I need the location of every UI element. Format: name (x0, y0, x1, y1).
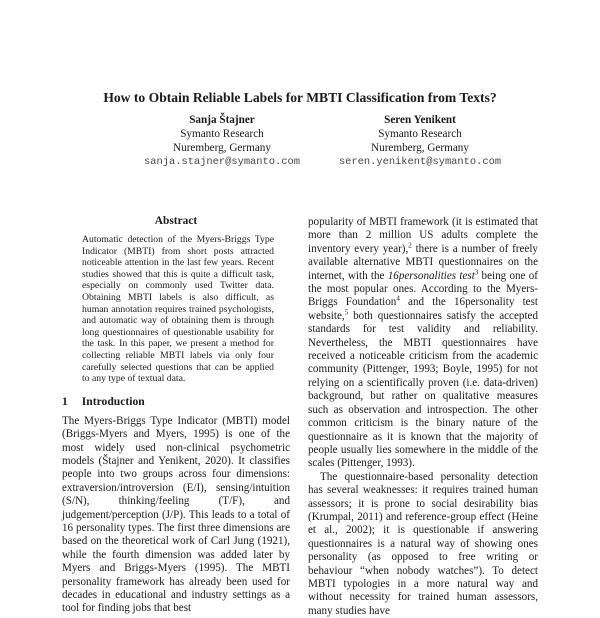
body-paragraph-2: The questionnaire-based personality detection has several weaknesses: it requires trained human assessors; it is prone to social desirability bias (Krumpal, 2011) and reference-group effect (Heine et al., 2002); it is questionable if answering questionnaires is a natural way of showing ones personality (as opposed to free writing or behaviour “when nobody watches”). To detect MBTI typologies in a more natural way and without necessity for trained human assessors, many studies have (308, 470, 538, 617)
text-run: being one of the most popular ones. According to the Myers-Briggs Foundation (308, 269, 538, 309)
footnote-4: 4 (396, 294, 400, 303)
section-heading (62, 395, 290, 409)
author-name: Sanja Štajner (189, 114, 255, 126)
text-run: there is a number of freely available alternative MBTI questionnaires on the internet, with the (308, 242, 538, 282)
text-run: and the 16personality test website, (308, 296, 538, 322)
author-location: Nuremberg, Germany (371, 142, 469, 154)
body-paragraph-1 (308, 216, 538, 471)
footnote-3: 3 (474, 267, 479, 276)
text-run: popularity of MBTI framework (it is estimated that more than 2 million US adults complete the inventory every year), (308, 216, 538, 255)
left-column-flow (62, 214, 290, 616)
footnote-2: 2 (408, 241, 412, 250)
abstract-text: Automatic detection of the Myers-Briggs Type Indicator (MBTI) from short posts attracted noticeable attention in the last few years. Recent studies showed that this is quite a difficult task, especially on commonly used Twitter data. Obtaining MBTI labels is also difficult, as human annotation requires trained psychologists, and automatic way of obtaining them is through long questionnaires of questionable usability for the task. In this paper, we present a method for collecting reliable MBTI labels via only four carefully selected questions that can be applied to any type of textual data. (82, 234, 274, 385)
test-name: 16personalities test (387, 269, 475, 282)
author-affiliation: Symanto Research (378, 128, 462, 140)
footnote-5: 5 (344, 308, 349, 317)
text-run: both questionnaires satisfy the accepted standards for test validity and reliability. Nevertheless, the MBTI questionnaires have received a noticeable criticism from the academic community (Pittenger, 1993; Boyle, 1995) for not relying on a scientifically proven (i.e. data-driven) background, but rather on qualitative measures such as observation and introspection. The other common criticism is the binary nature of the questionnaire as it is known that the majority of people usually lies somewhere in the middle of the scales (Pittenger, 1993). (308, 309, 538, 470)
section-title: Introduction (81, 394, 145, 408)
author-name: Seren Yenikent (384, 114, 456, 126)
author-block-2 (300, 113, 540, 169)
author-location: Nuremberg, Germany (173, 142, 271, 154)
abstract-heading: Abstract (154, 215, 198, 227)
author-affiliation: Symanto Research (180, 128, 264, 140)
author-email: sanja.stajner@symanto.com (144, 156, 300, 168)
author-email: seren.yenikent@symanto.com (338, 156, 502, 168)
left-column (62, 415, 290, 616)
paper-title: How to Obtain Reliable Labels for MBTI Classification from Texts? (103, 90, 497, 105)
section-number: 1 (62, 394, 68, 408)
right-column (308, 216, 538, 618)
intro-paragraph: The Myers-Briggs Type Indicator (MBTI) model (Briggs-Myers and Myers, 1995) is one of the most widely used non-clinical psychometric models (Štajner and Yenikent, 2020). It classifies people into two groups across four dimensions: extraversion/introversion (E/I), sensing/intuition (S/N), thinking/feeling (T/F), and judgement/perception (J/P). This leads to a total of 16 personality types. The first three dimensions are based on the theoretical work of Carl Jung (1921), while the fourth dimension was added later by Myers and Briggs-Myers (1995). The MBTI personality framework has already been used for decades in educational and industry settings as a tool for finding jobs that best (62, 414, 290, 615)
